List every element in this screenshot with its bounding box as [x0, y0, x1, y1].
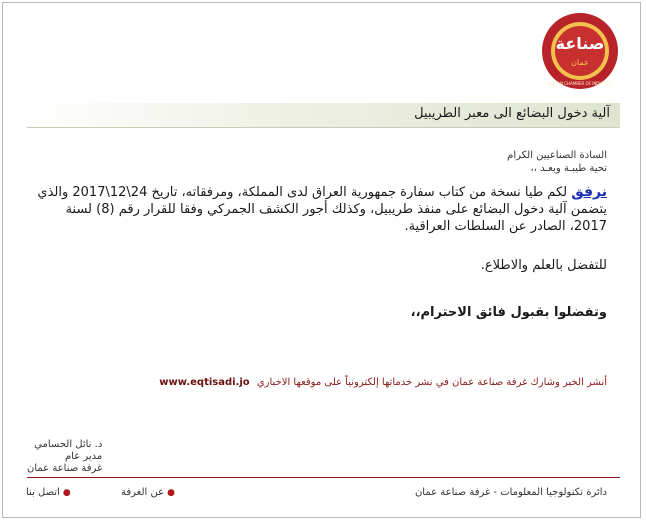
footer-divider [27, 477, 620, 478]
letter-body [37, 184, 607, 235]
signature-role: مدير عام [64, 451, 103, 462]
svg-text:عمان: عمان [571, 58, 589, 67]
about-chamber-link[interactable] [121, 487, 175, 498]
attachment-link[interactable]: نرفق [571, 184, 607, 200]
department-credit: دائرة تكنولوجيا المعلومات - غرفة صناعة عمان [414, 487, 607, 498]
website-link[interactable]: www.eqtisadi.jo [159, 377, 250, 388]
news-title-bar [27, 103, 620, 128]
signature-block [27, 439, 102, 475]
about-chamber-label: عن الغرفة [121, 487, 165, 498]
promo-line [159, 377, 607, 388]
email-frame [2, 2, 641, 518]
promo-text: أنشر الخبر وشارك غرفة صناعة عمان في نشر خدماتها إلكترونياً على موقعها الاخباري [256, 377, 607, 388]
salutation [507, 149, 607, 175]
amman-chamber-logo [540, 11, 620, 91]
signature-name: د. نائل الحسامي [34, 439, 103, 450]
info-line: للتفضل بالعلم والاطلاع. [480, 258, 607, 273]
letter-paragraph: لكم طيا نسخة من كتاب سفارة جمهورية العراق لدى المملكة، ومرفقاته، تاريخ 24\12\2017 والذي يتضمن آلية دخول البضائع على منفذ طريبيل، وكذلك أجور الكشف الجمركي وفقا للقرار رقم (8) لسنة 2017، الصادر عن السلطات العراقية. [37, 185, 607, 234]
salutation-line-2: تحية طيبـة وبعـد ،، [530, 163, 607, 174]
news-title: آلية دخول البضائع الى معبر الطريبيل [414, 106, 610, 121]
bullet-icon: ● [62, 488, 71, 498]
bullet-icon: ● [167, 488, 175, 498]
closing-regards: وتفضلوا بقبول فائق الاحترام،، [410, 305, 607, 320]
contact-us-label: اتصل بنا [26, 487, 60, 498]
svg-text:صناعة: صناعة [555, 34, 605, 53]
salutation-line-1: السادة الصناعيين الكرام [507, 150, 607, 161]
signature-org: غرفة صناعة عمان [27, 463, 103, 474]
contact-us-link[interactable] [26, 487, 71, 498]
svg-text:AMMAN CHAMBER OF INDUSTRY: AMMAN CHAMBER OF INDUSTRY [547, 81, 613, 86]
